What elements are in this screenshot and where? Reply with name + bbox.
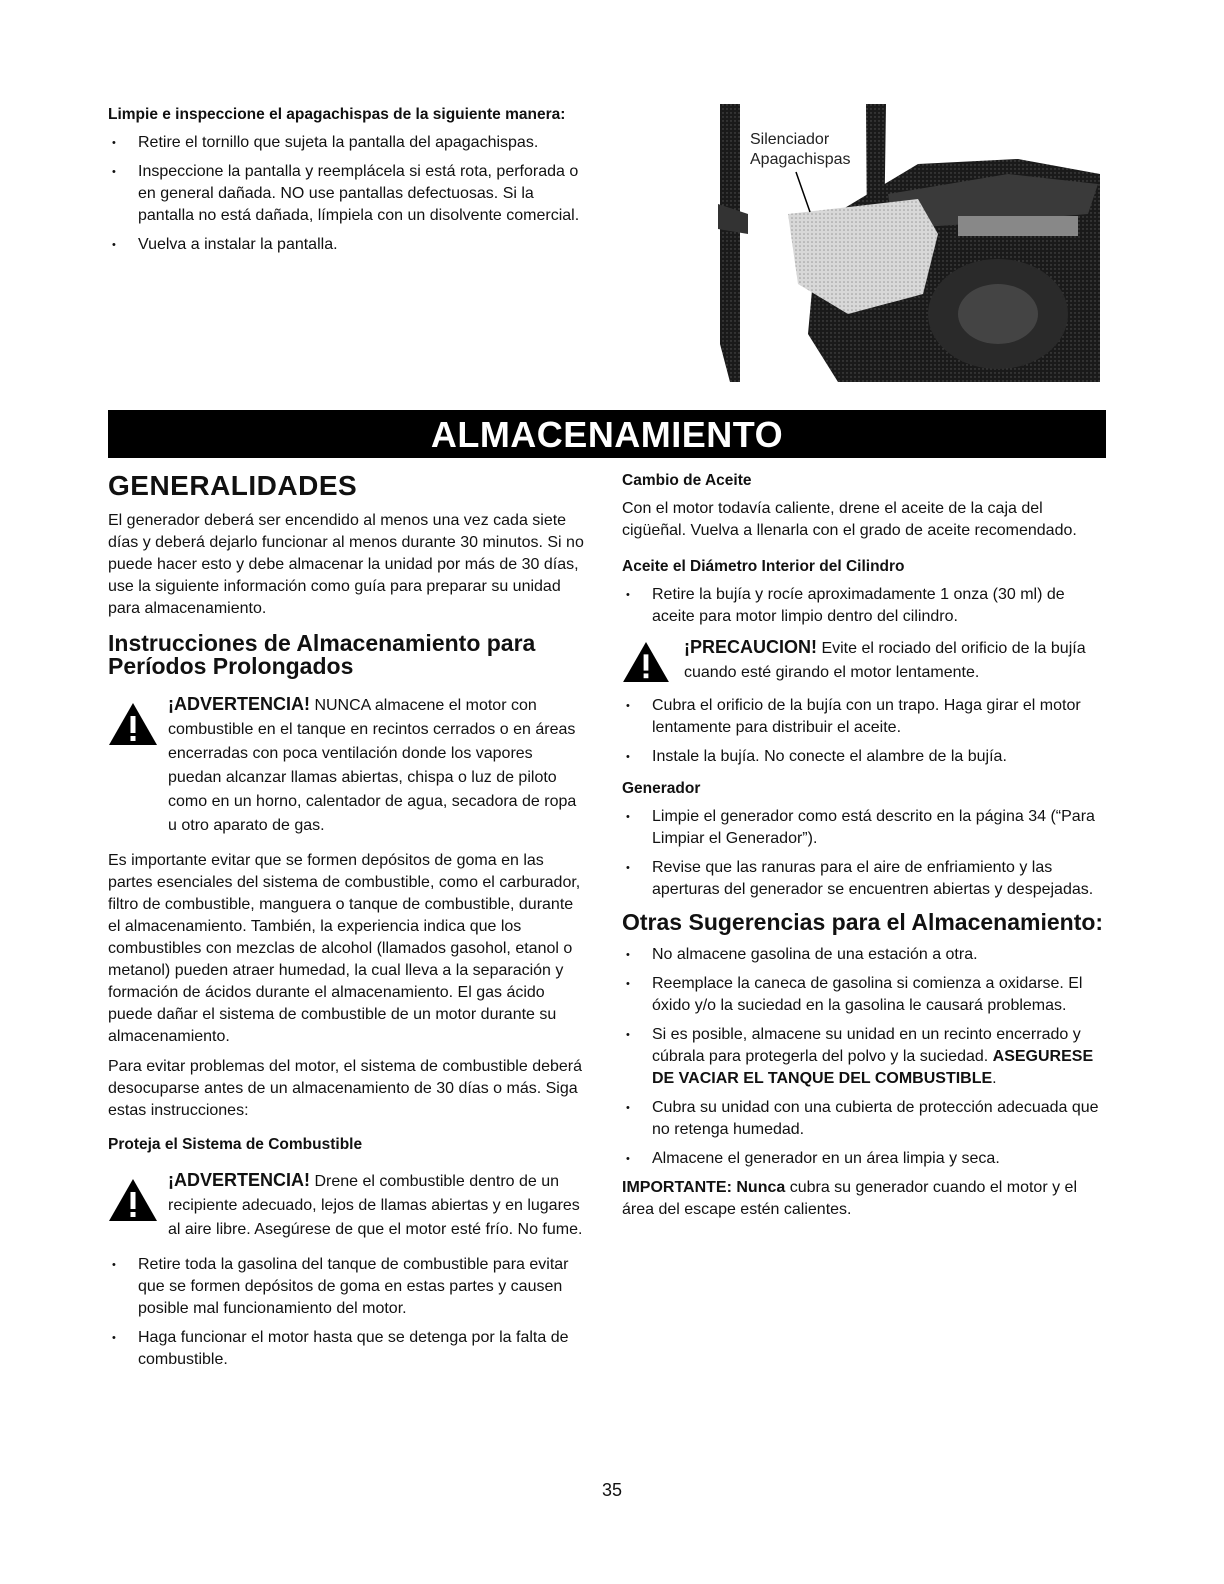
aceite-cilindro-steps [622, 584, 1104, 628]
list-item: • Almacene el generador en un área limpia y seca. [622, 1148, 1104, 1170]
list-item: • Limpie el generador como está descrito en la página 34 (“Para Limpiar el Generador”). [622, 806, 1104, 850]
cambio-aceite-paragraph: Con el motor todavía caliente, drene el aceite de la caja del cigüeñal. Vuelva a llenarla con el grado de aceite recomendado. [622, 500, 1077, 539]
list-item: • Revise que las ranuras para el aire de enfriamiento y las aperturas del generador se encuentren abiertas y despejadas. [622, 857, 1104, 901]
list-item: • Si es posible, almacene su unidad en un recinto encerrado y cúbrala para protegerla del polvo y la suciedad. ASEGURESE DE VACIAR EL TANQUE DEL COMBUSTIBLE. [622, 1024, 1104, 1090]
list-item: • Cubra su unidad con una cubierta de protección adecuada que no retenga humedad. [622, 1097, 1104, 1141]
warning-title: ¡ADVERTENCIA! [168, 1170, 310, 1190]
list-item: • Vuelva a instalar la pantalla. [108, 234, 588, 256]
otras-sugerencias-heading: Otras Sugerencias para el Almacenamiento: [622, 909, 1104, 935]
spark-arrester-section [108, 104, 588, 263]
generador-heading: Generador [622, 780, 701, 797]
cambio-aceite-heading: Cambio de Aceite [622, 472, 752, 489]
list-item: • Retire el tornillo que sujeta la pantalla del apagachispas. [108, 132, 588, 154]
warning-title: ¡ADVERTENCIA! [168, 694, 310, 714]
importante-paragraph: Es importante evitar que se formen depósitos de goma en las partes esenciales del sistema de combustible, como el carburador, filtro de combustible, manguera o tanque de combustible, durante el almacenamiento. También, la experiencia indica que los combustibles con mezclas de alcohol (llamados gasohol, etanol o metanol) pueden atraer humedad, la cual lleva a la separación y formación de ácidos durante el almacenamiento. El gas ácido puede dañar el sistema de combustible de un motor durante su almacenamiento. [108, 852, 581, 1045]
spark-arrester-heading: Limpie e inspeccione el apagachispas de la siguiente manera: [108, 106, 566, 123]
list-item: • Reemplace la caneca de gasolina si comienza a oxidarse. El óxido y/o la suciedad en la gasolina le causará problemas. [622, 973, 1104, 1017]
generador-steps [622, 806, 1104, 901]
generalidades-paragraph: El generador deberá ser encendido al menos una vez cada siete días y deberá dejarlo funcionar al menos durante 30 minutos. Si no puede hacer esto y debe almacenar la unidad por más de 30 días, use la siguiente información como guía para preparar su unidad para almacenamiento. [108, 512, 584, 617]
section-banner: ALMACENAMIENTO [108, 410, 1106, 458]
instrucciones-heading: Instrucciones de Almacenamiento para Períodos Prolongados [108, 630, 536, 679]
caution-title: ¡PRECAUCION! [684, 637, 817, 657]
warning-text: ¡ADVERTENCIA! Drene el combustible dentro de un recipiente adecuado, lejos de llamas abiertas y en lugares al aire libre. Asegúrese de que el motor esté frío. No fume. [168, 1170, 583, 1238]
generalidades-heading: GENERALIDADES [108, 470, 358, 501]
silenciador-label: Silenciador [750, 131, 830, 148]
warning-text: ¡ADVERTENCIA! NUNCA almacene el motor con combustible en el tanque en recintos cerrados o en áreas encerradas con poca ventilación donde los vapores puedan alcanzar llamas abiertas, chispa o luz de piloto como en un horno, calentador de agua, secadora de ropa u otro aparato de gas. [168, 694, 577, 834]
photo-callout-labels [750, 130, 851, 170]
left-column [108, 470, 588, 1378]
otras-sugerencias-list [622, 944, 1104, 1170]
evitar-paragraph: Para evitar problemas del motor, el sistema de combustible deberá desocuparse antes de un almacenamiento de 30 días o más. Siga estas instrucciones: [108, 1058, 583, 1119]
list-item: • Inspeccione la pantalla y reemplácela si está rota, perforada o en general dañada. NO use pantallas defectuosas. Si la pantalla no está dañada, límpiela con un disolvente comercial. [108, 161, 588, 227]
caution-text: ¡PRECAUCION! Evite el rociado del orificio de la bujía cuando esté girando el motor lentamente. [684, 637, 1086, 681]
warning-block-drain [108, 1168, 588, 1242]
emphasis-text: ASEGURESE DE VACIAR EL TANQUE DEL COMBUSTIBLE [652, 1048, 1094, 1087]
list-item: • No almacene gasolina de una estación a otra. [622, 944, 1104, 966]
spark-arrester-steps [108, 132, 588, 256]
list-item: • Instale la bujía. No conecte el alambre de la bujía. [622, 746, 1104, 768]
warning-triangle-icon [108, 702, 158, 746]
aceite-cilindro-heading: Aceite el Diámetro Interior del Cilindro [622, 558, 905, 575]
list-item: • Retire toda la gasolina del tanque de combustible para evitar que se formen depósitos de goma en estas partes y causen posible mal funcionamiento del motor. [108, 1254, 588, 1320]
right-column [622, 470, 1104, 1221]
muffler-spark-arrester-photo [718, 104, 1100, 382]
list-item: • Cubra el orificio de la bujía con un trapo. Haga girar el motor lentamente para distribuir el aceite. [622, 695, 1104, 739]
caution-block [622, 635, 1104, 685]
list-item: • Retire la bujía y rocíe aproximadamente 1 onza (30 ml) de aceite para motor limpio dentro del cilindro. [622, 584, 1104, 628]
warning-block-storage [108, 692, 588, 838]
list-item: • Haga funcionar el motor hasta que se detenga por la falta de combustible. [108, 1327, 588, 1371]
bujia-steps [622, 695, 1104, 768]
apagachispas-label: Apagachispas [750, 151, 851, 168]
warning-triangle-icon [108, 1178, 158, 1222]
warning-triangle-icon [622, 641, 670, 683]
fuel-steps [108, 1254, 588, 1371]
importante-label: IMPORTANTE: Nunca [622, 1179, 786, 1196]
importante-note: IMPORTANTE: Nunca cubra su generador cuando el motor y el área del escape estén calientes. [622, 1179, 1077, 1218]
proteja-heading: Proteja el Sistema de Combustible [108, 1136, 363, 1153]
page-number: 35 [601, 1480, 623, 1500]
